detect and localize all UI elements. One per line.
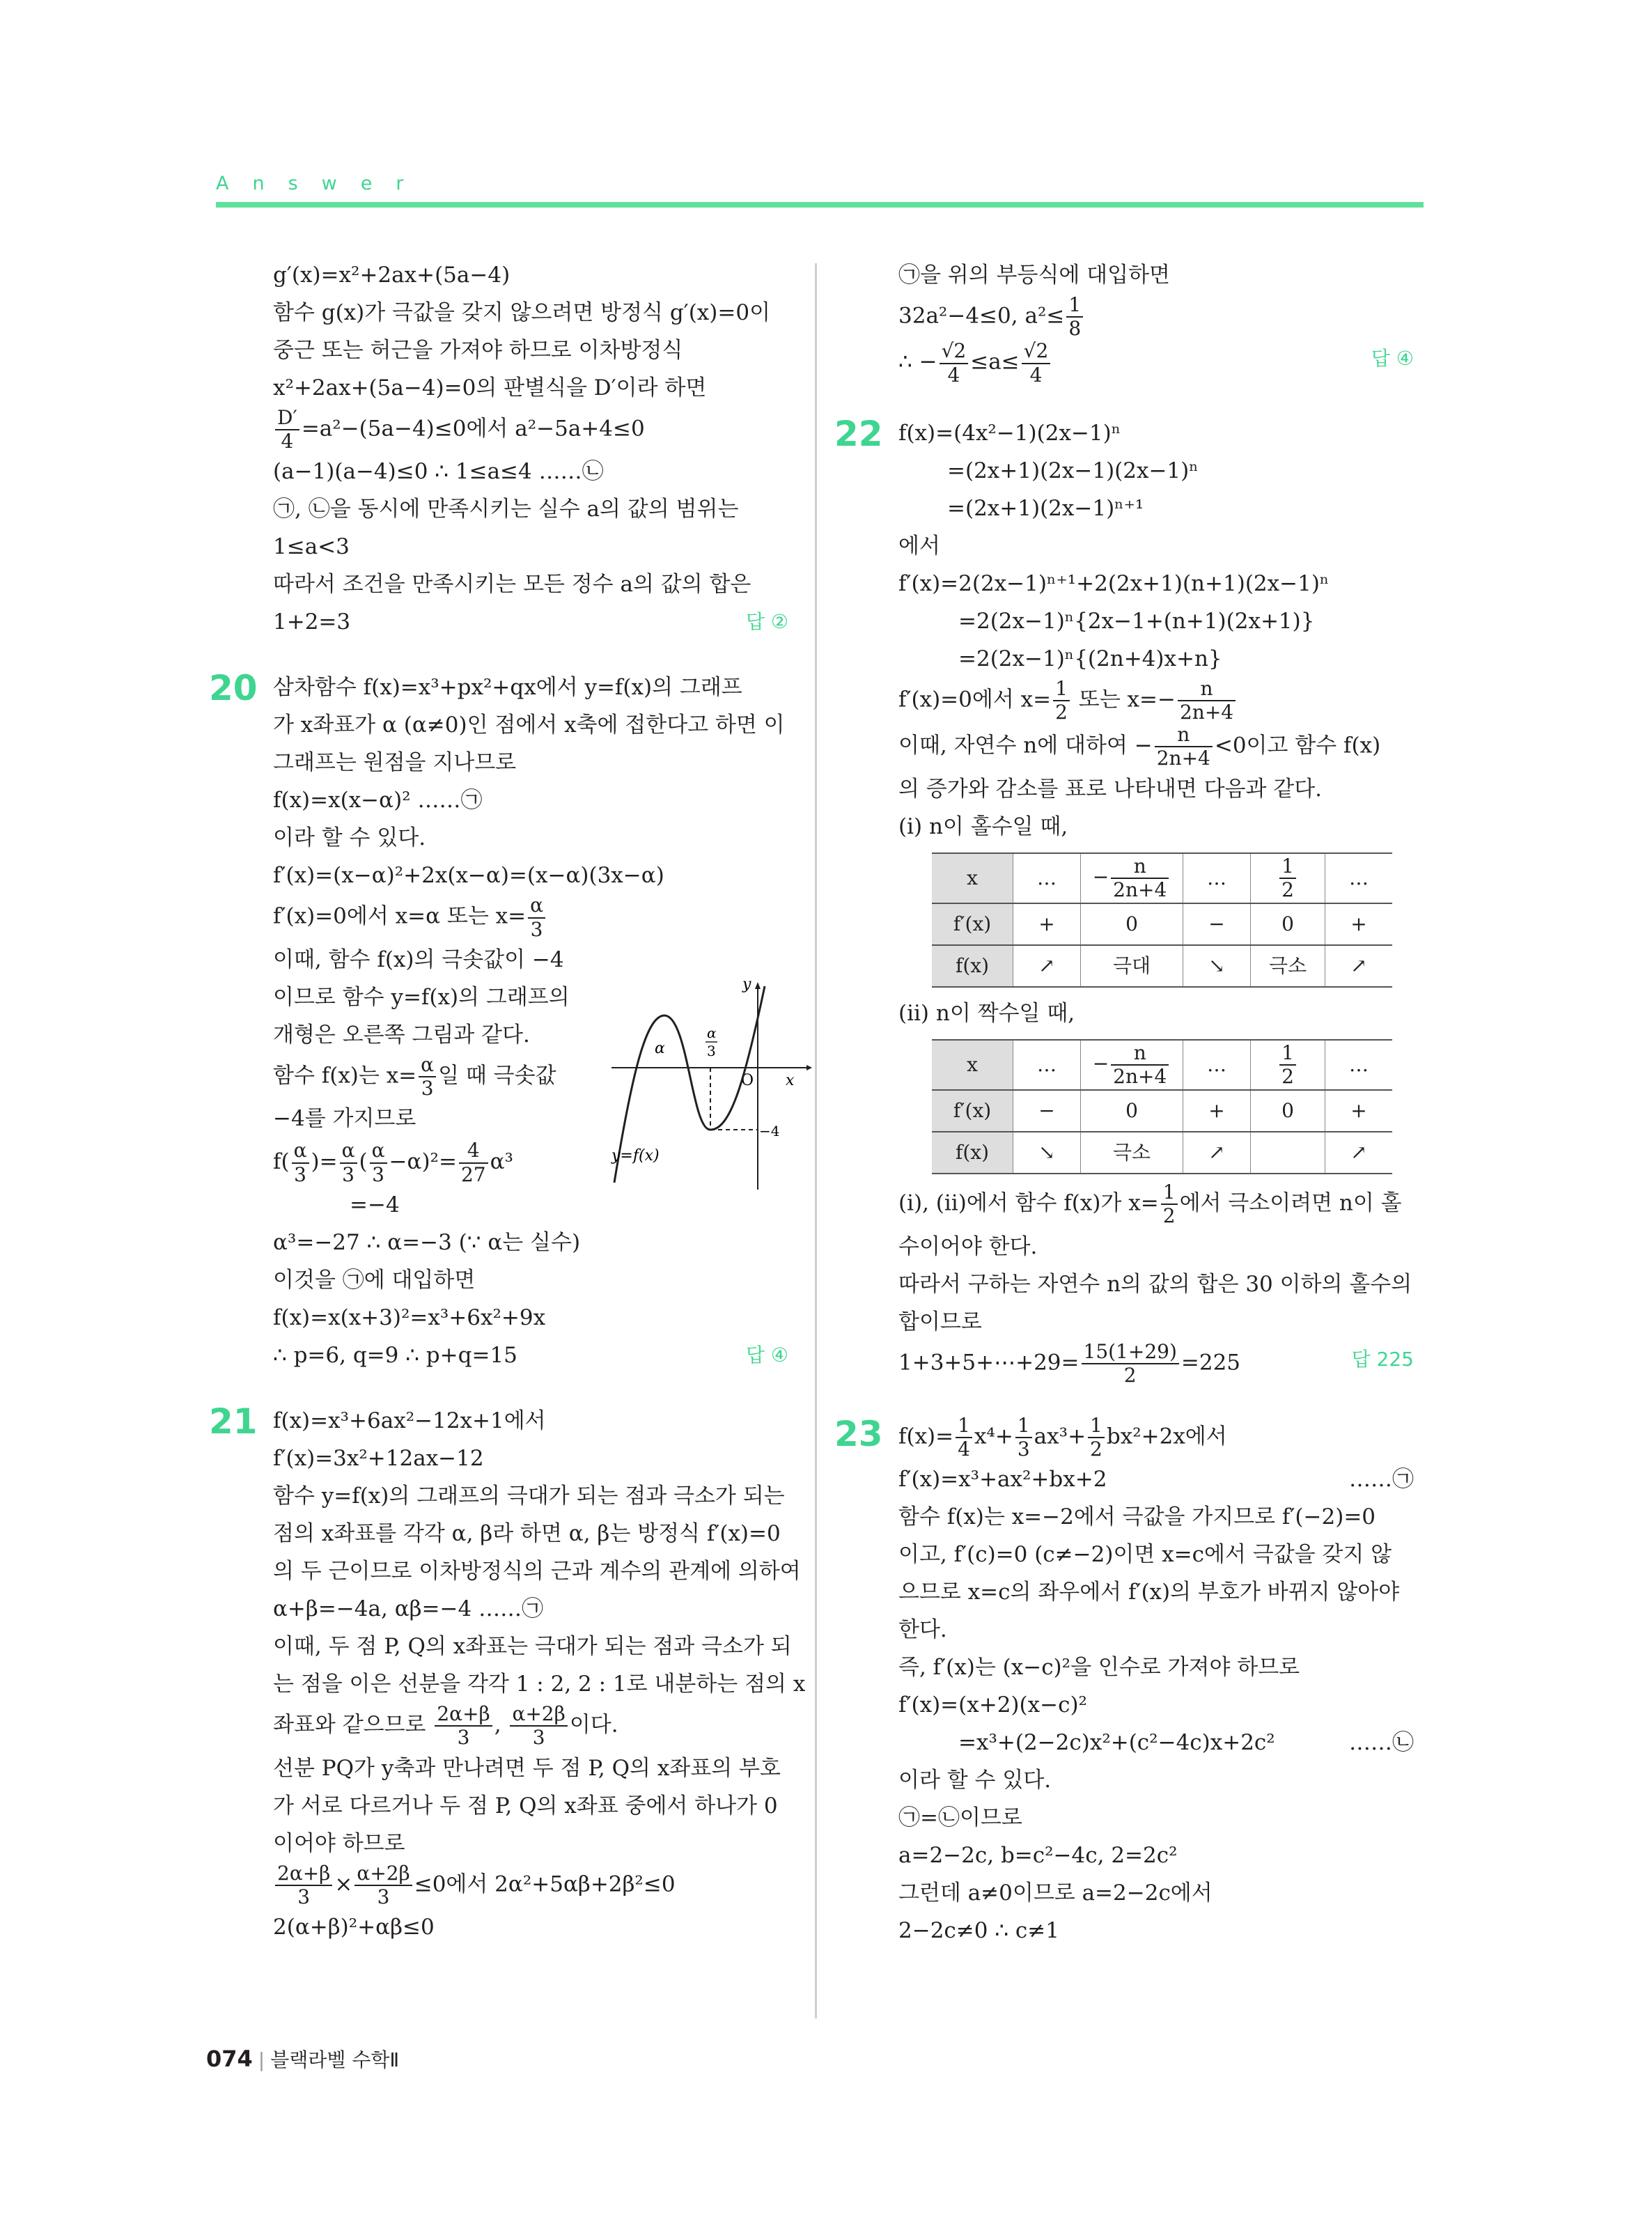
sign-table-even (932, 1039, 1392, 1174)
fraction: $\frac{\alpha}{3}$ (528, 894, 545, 940)
table-row: f′(x) − 0 + 0 + (932, 1090, 1392, 1132)
problem-21: 21 f(x)=x³+6ax²−12x+1에서 f′(x)=3x²+12ax−12 함수 y=f(x)의 그래프의 극대가 되는 점과 극소가 되는 점의 x좌표를 각각 α, β라 하면 α, β는 방정식 f′(x)=0 의 두 근이므로 이차방정식의 근과 계수의 관계에 의하여 α+β=−4a, αβ=−4 ……㉠ 이때, 두 점 P, Q의 x좌표는 극대가 되는 점과 극소가 되 는 점을 이은 선분을 각각 1 : 2, 2 : 1로 내분하는 점의 x 좌표와 같으므로 $\frac{2\alpha+\beta}{3}$ , $\frac{\alpha+2\beta}{3}$ 이다. 선분 PQ가 y축과 만나려면 두 점 P, Q의 x좌표의 부호 가 서로 다르거나 두 점 P, Q의 x좌표 중에서 하나가 0 이어야 하므로 $\frac{2\alpha+\beta}{3}$ × $\frac{\alpha+2\beta}{3}$ ≤0에서 2α²+5αβ+2β²≤0 2(α+β)²+αβ≤0 (209, 1401, 806, 1940)
book-title: 블랙라벨 수학Ⅱ (270, 2048, 400, 2071)
problem-number: 23 (834, 1414, 883, 1454)
answer-mark: 답 ④ (745, 1344, 788, 1367)
problem-number: 22 (834, 413, 883, 454)
section-header: Answer (216, 173, 428, 194)
sign-table-odd (932, 852, 1392, 988)
page-number: 074 (206, 2046, 253, 2072)
origin-label: O (741, 1072, 754, 1089)
y-axis-arrow (755, 982, 761, 989)
problem-number: 21 (209, 1401, 258, 1442)
problem-23: 23 f(x)= $\frac{1}{4}$ x⁴+ $\frac{1}{3}$ ax³+ $\frac{1}{2}$ bx²+2x에서 f′(x)=x³+ax²+bx+2 ……㉠ 함수 f(x)는 x=−2에서 극값을 가지므로 f′(−2)=0 이고, f′(c)=0 (c≠−2)이면 x=c에서 극값을 갖지 않 으므로 x=c의 좌우에서 f′(x)의 부호가 바뀌지 않아야 한다. 즉, f′(x)는 (x−c)²을 인수로 가져야 하므로 f′(x)=(x+2)(x−c)² =x³+(2−2c)x²+(c²−4c)x+2c² ……㉡ 이라 할 수 있다. ㉠=㉡이므로 a=2−2c, b=c²−4c, 2=2c² 그런데 a≠0이므로 a=2−2c에서 2−2c≠0 ∴ c≠1 (834, 1414, 1414, 1944)
continued-solution: g′(x)=x²+2ax+(5a−4) 함수 g(x)가 극값을 갖지 않으려면 방정식 g′(x)=0이 중근 또는 허근을 가져야 하므로 이차방정식 x²+2ax+(5a−4)=0의 판별식을 D′이라 하면 $\frac{D'}{4}$ =a²−(5a−4)≤0에서 a²−5a+4≤0 (a−1)(a−4)≤0 ∴ 1≤a≤4 ……㉡ ㉠, ㉡을 동시에 만족시키는 실수 a의 값의 범위는 1≤a<3 따라서 조건을 만족시키는 모든 정수 a의 값의 합은 1+2=3 답 ② (273, 256, 788, 641)
fraction: $\frac{D'}{4}$ (275, 407, 299, 453)
minus4-label: −4 (759, 1123, 780, 1139)
table-row: x … − $\frac{n}{2n+4}$ … $\frac{1}{2}$ … (932, 1040, 1392, 1090)
table-row: x … − $\frac{n}{2n+4}$ … $\frac{1}{2}$ … (932, 853, 1392, 903)
answer-mark: 답 ④ (1371, 347, 1414, 371)
column-divider (815, 263, 817, 2018)
table-row: f(x) ↗ 극대 ↘ 극소 ↗ (932, 945, 1392, 987)
continued-solution-21: ㉠을 위의 부등식에 대입하면 32a²−4≤0, a²≤ $\frac{1}{8}$ ∴ − $\frac{√2}{4}$ ≤a≤ $\frac{√2}{4}$ 답 ④ (898, 263, 1414, 387)
problem-number: 20 (209, 668, 258, 709)
problem-22: 22 f(x)=(4x²−1)(2x−1)ⁿ =(2x+1)(2x−1)(2x−1)ⁿ =(2x+1)(2x−1)ⁿ⁺¹ 에서 f′(x)=2(2x−1)ⁿ⁺¹+2(2x+1)(n+1)(2x−1)ⁿ =2(2x−1)ⁿ{2x−1+(n+1)(2x+1)} =2(2x−1)ⁿ{(2n+4)x+n} f′(x)=0에서 x= $\frac{1}{2}$ 또는 x=− $\frac{n}{2n+4}$ 이때, 자연수 n에 대하여 − $\frac{n}{2n+4}$ <0이고 함수 f(x) 의 증가와 감소를 표로 나타내면 다음과 같다. (ⅰ) n이 홀수일 때, x … − $\frac{n}{2n+4}$ … $\frac{1}{2}$ … f′(x) + 0 − 0 + f(x) ↗ 극대 ↘ 극소 ↗ (ⅱ) n이 짝수일 때, x … − $\frac{n}{2n+4}$ … $\frac{1}{2}$ … f′(x) − 0 + 0 + f(x) ↘ 극소 ↗ ↗ (ⅰ), (ⅱ)에서 함수 f(x)가 x= $\frac{1}{2}$ 에서 극소이려면 n이 홀 수이어야 한다. 따라서 구하는 자연수 n의 값의 합은 30 이하의 홀수의 합이므로 1+3+5+⋯+29= $\frac{15(1+29)}{2}$ =225 답 225 (834, 413, 1414, 1387)
y-label: y (742, 976, 751, 993)
problem-20: 20 삼차함수 f(x)=x³+px²+qx에서 y=f(x)의 그래프 가 x좌표가 α (α≠0)인 점에서 x축에 접한다고 하면 이 그래프는 원점을 지나므로 f(x)=x(x−α)² ……㉠ 이라 할 수 있다. f′(x)=(x−α)²+2x(x−α)=(x−α)(3x−α) f′(x)=0에서 x=α 또는 x= $\frac{\alpha}{3}$ 이때, 함수 f(x)의 극솟값이 −4 이므로 함수 y=f(x)의 그래프의 개형은 오른쪽 그림과 같다. 함수 f(x)는 x= $\frac{\alpha}{3}$ 일 때 극솟값 −4를 가지므로 f( $\frac{\alpha}{3}$ )= $\frac{\alpha}{3}$ ( $\frac{\alpha}{3}$ −α)²= $\frac{4}{27}$ α³ =−4 α³=−27 ∴ α=−3 (∵ α는 실수) 이것을 ㉠에 대입하면 f(x)=x(x+3)²=x³+6x²+9x ∴ p=6, q=9 ∴ p+q=15 답 ④ (273, 669, 788, 1374)
alpha-label: α (655, 1040, 665, 1057)
x-label: x (786, 1072, 795, 1089)
table-row: f′(x) + 0 − 0 + (932, 903, 1392, 945)
alpha3-den: 3 (707, 1043, 716, 1059)
fraction: $\frac{\alpha}{3}$ (419, 1054, 436, 1100)
alpha3-num: α (707, 1025, 717, 1041)
cubic-graph (605, 974, 813, 1197)
page-footer: 074 | 블랙라벨 수학Ⅱ (206, 2046, 400, 2072)
header-rule (216, 202, 1424, 208)
table-row: f(x) ↘ 극소 ↗ ↗ (932, 1132, 1392, 1174)
x-axis-arrow (806, 1065, 812, 1070)
answer-mark: 답 225 (1351, 1347, 1414, 1371)
answer-mark: 답 ② (745, 610, 788, 634)
curve-label: y=f(x) (611, 1147, 660, 1165)
right-column (834, 256, 1414, 1949)
